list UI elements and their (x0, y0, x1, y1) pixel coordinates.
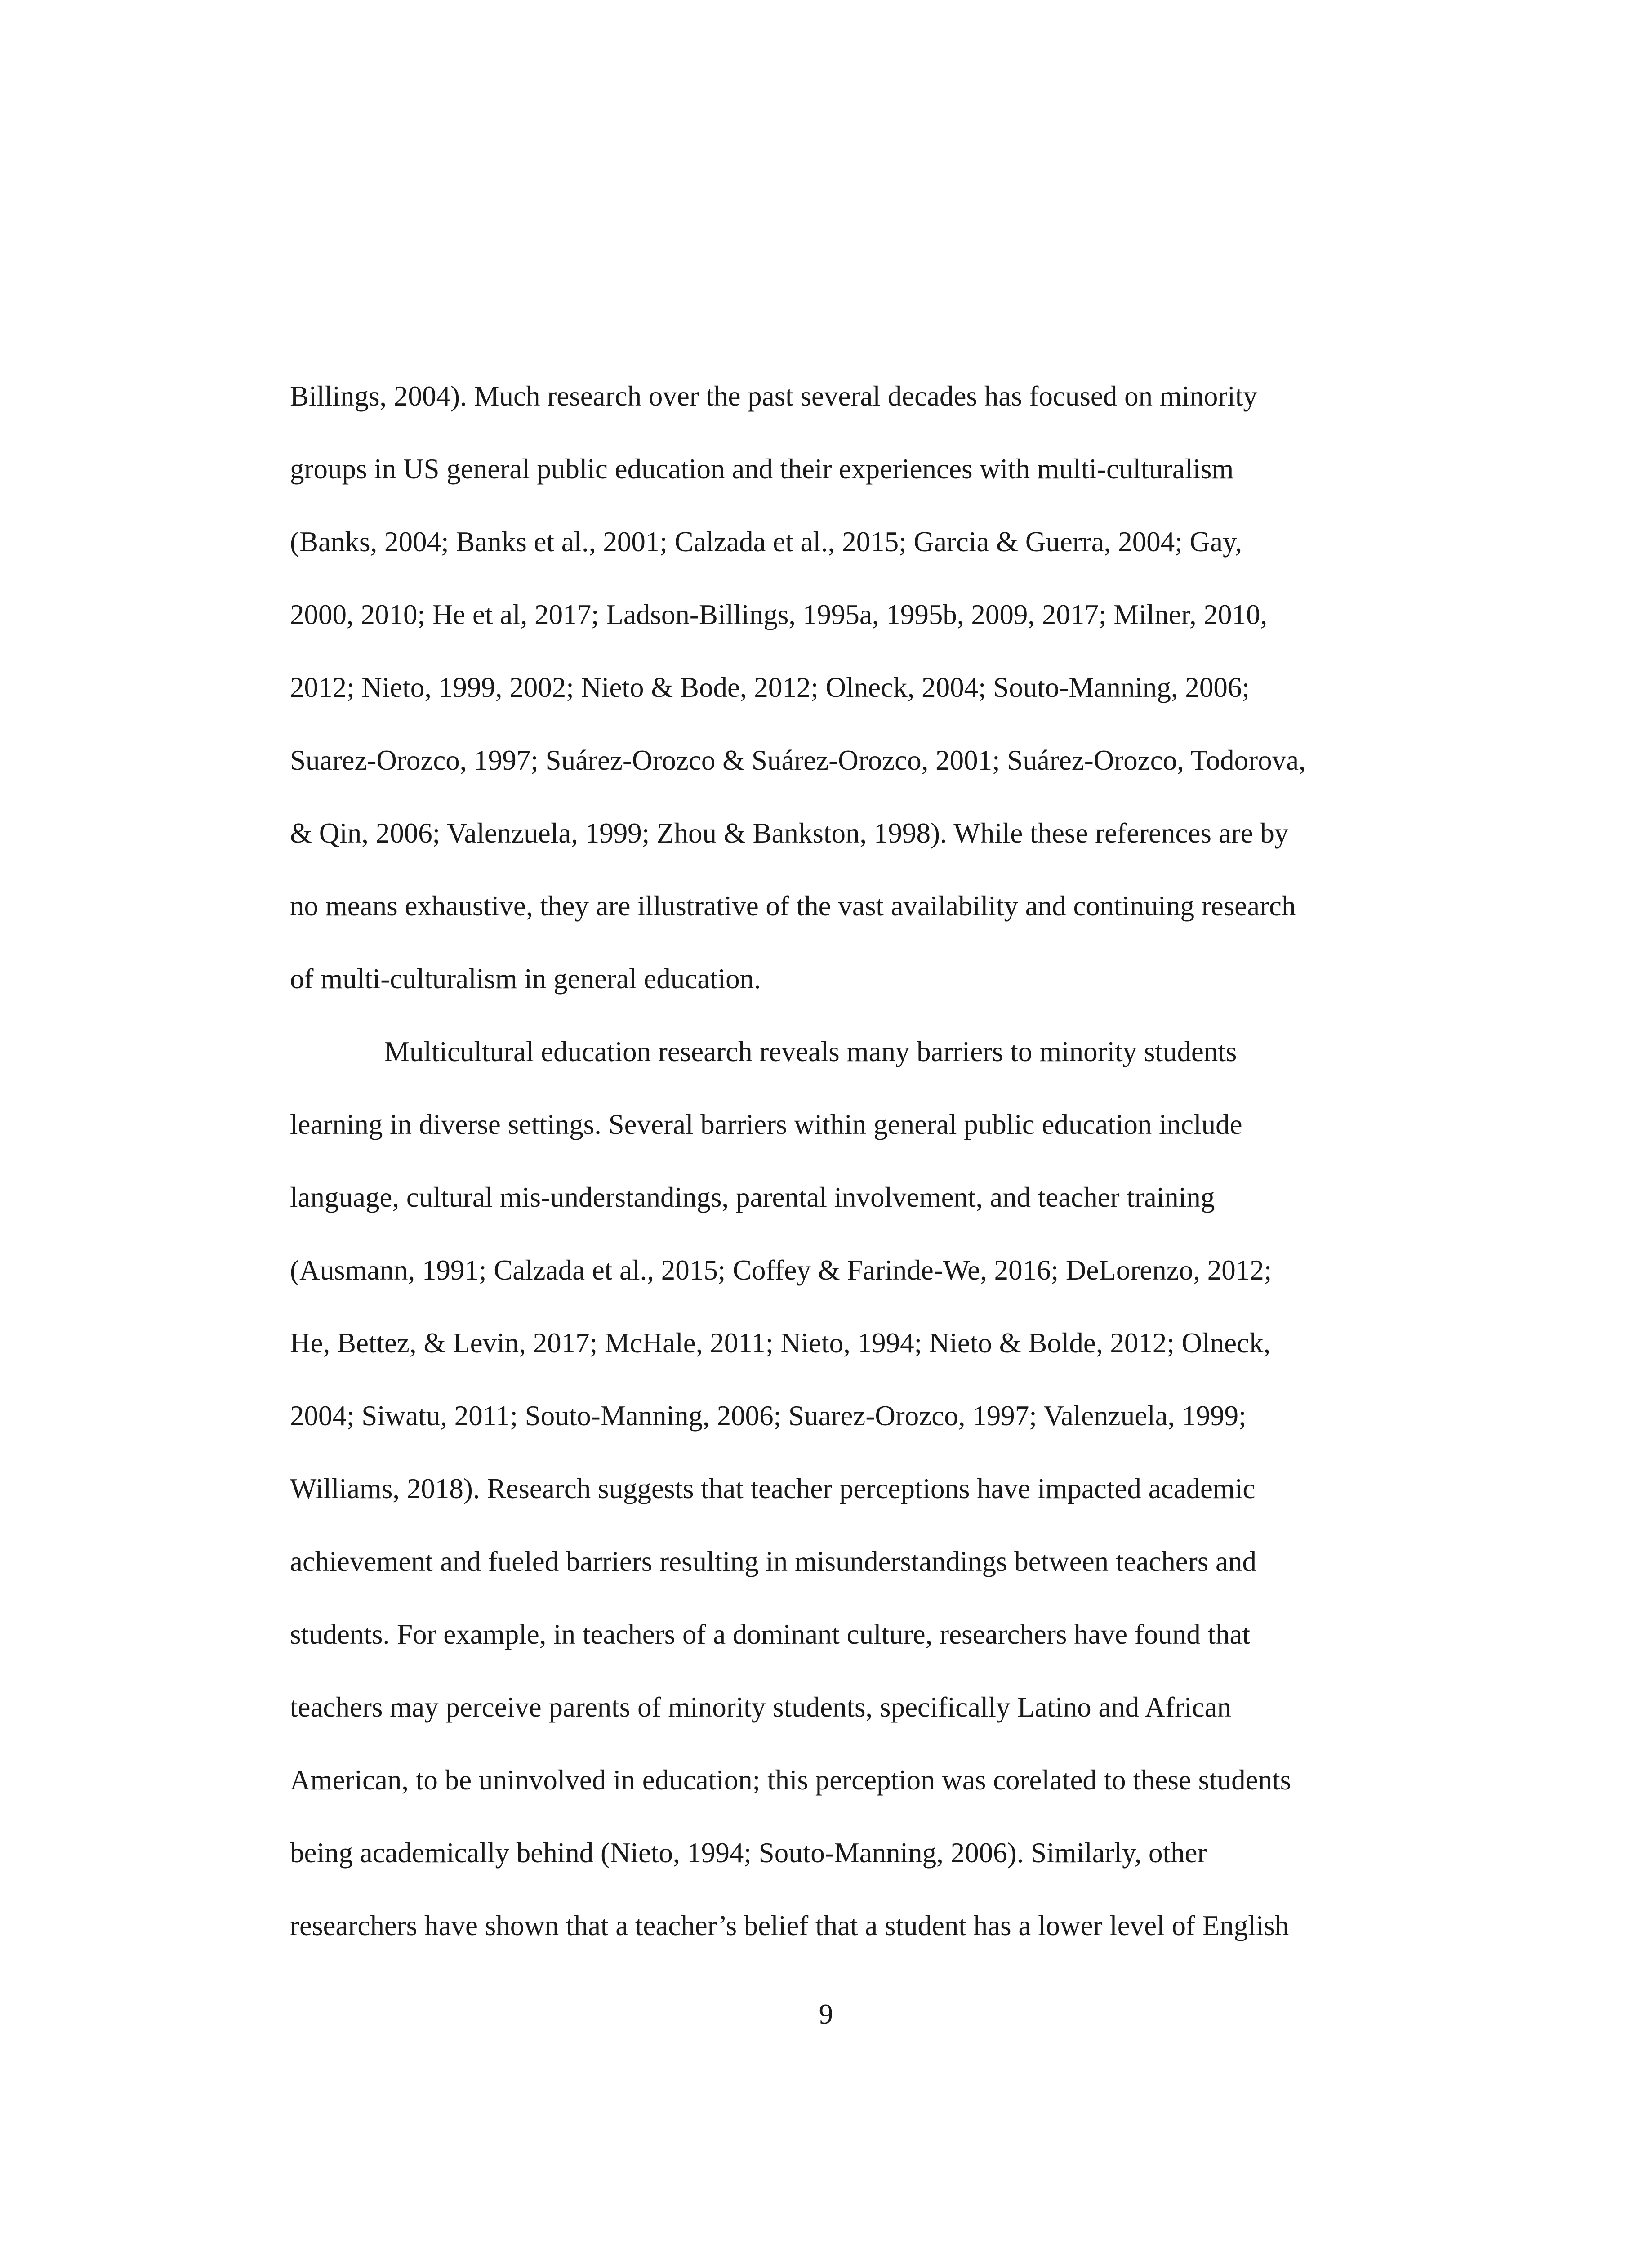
text-line: Multicultural education research reveals many barriers to minority students (384, 1036, 1237, 1067)
text-line: groups in US general public education and their experiences with multi-culturalism (290, 453, 1234, 485)
text-line: students. For example, in teachers of a dominant culture, researchers have found that (290, 1619, 1251, 1650)
text-line: Billings, 2004). Much research over the past several decades has focused on minority (290, 380, 1257, 412)
text-line: Williams, 2018). Research suggests that teacher perceptions have impacted academic (290, 1473, 1256, 1504)
paragraph-1 (290, 360, 1441, 1015)
body-text (290, 360, 1441, 1962)
text-line: American, to be uninvolved in education; this perception was corelated to these students (290, 1764, 1291, 1796)
paragraph-2 (290, 1015, 1441, 1962)
text-line: achievement and fueled barriers resulting in misunderstandings between teachers and (290, 1546, 1256, 1577)
text-line: teachers may perceive parents of minority students, specifically Latino and African (290, 1691, 1231, 1723)
text-line: language, cultural mis-understandings, parental involvement, and teacher training (290, 1182, 1215, 1213)
text-line: (Ausmann, 1991; Calzada et al., 2015; Coffey & Farinde-We, 2016; DeLorenzo, 2012; (290, 1254, 1272, 1286)
text-line: of multi-culturalism in general education. (290, 963, 761, 995)
text-line: 2004; Siwatu, 2011; Souto-Manning, 2006; Suarez-Orozco, 1997; Valenzuela, 1999; (290, 1400, 1247, 1432)
page-number: 9 (819, 1998, 833, 2030)
text-line: (Banks, 2004; Banks et al., 2001; Calzada et al., 2015; Garcia & Guerra, 2004; Gay, (290, 526, 1242, 558)
text-line: 2012; Nieto, 1999, 2002; Nieto & Bode, 2012; Olneck, 2004; Souto-Manning, 2006; (290, 672, 1250, 703)
text-line: & Qin, 2006; Valenzuela, 1999; Zhou & Bankston, 1998). While these references are by (290, 817, 1289, 849)
text-line: learning in diverse settings. Several barriers within general public education include (290, 1109, 1242, 1140)
text-line: Suarez-Orozco, 1997; Suárez-Orozco & Suárez-Orozco, 2001; Suárez-Orozco, Todorova, (290, 745, 1306, 776)
text-line: He, Bettez, & Levin, 2017; McHale, 2011; Nieto, 1994; Nieto & Bolde, 2012; Olneck, (290, 1327, 1271, 1359)
text-line: researchers have shown that a teacher’s belief that a student has a lower level of English (290, 1910, 1289, 1941)
text-line: being academically behind (Nieto, 1994; Souto-Manning, 2006). Similarly, other (290, 1837, 1207, 1869)
text-line: no means exhaustive, they are illustrative of the vast availability and continuing research (290, 890, 1296, 922)
text-line: 2000, 2010; He et al, 2017; Ladson-Billings, 1995a, 1995b, 2009, 2017; Milner, 2010, (290, 599, 1268, 630)
